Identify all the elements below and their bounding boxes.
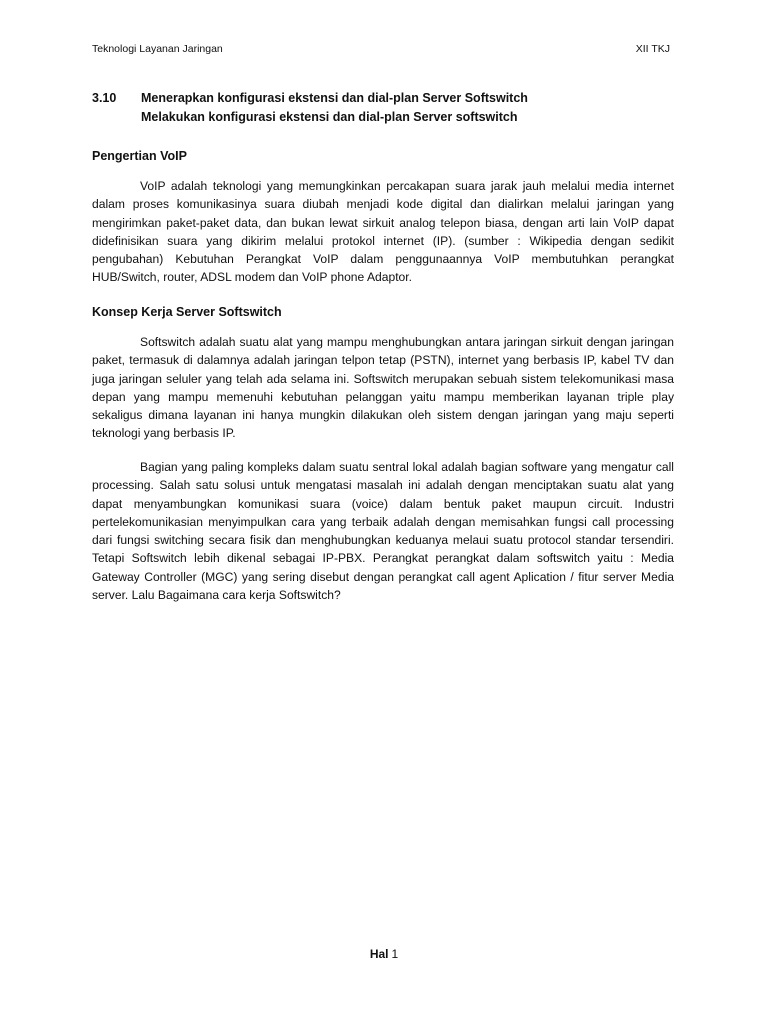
section-title: Menerapkan konfigurasi ekstensi dan dial-plan Server Softswitch [141,91,528,105]
section-heading [92,89,692,127]
page-header [92,43,670,55]
section-number: 3.10 [92,91,117,105]
page-number: 1 [391,947,399,961]
softswitch-heading: Konsep Kerja Server Softswitch [92,305,282,319]
section-subtitle: Melakukan konfigurasi ekstensi dan dial-plan Server softswitch [141,110,518,124]
softswitch-paragraph-1: Softswitch adalah suatu alat yang mampu menghubungkan antara jaringan sirkuit dengan jaringan paket, termasuk di dalamnya adalah jaringan telpon tetap (PSTN), internet yang berbasis IP, kabel TV dan juga jaringan seluler yang telah ada selama ini. Softswitch merupakan sebuah sistem telekomunikasi masa depan yang mampu memenuhi kebutuhan pelanggan yaitu mampu memberikan layanan triple play sekaligus dimana layanan ini hanya mungkin dilakukan oleh sistem dengan jaringan yang maju seperti teknologi yang berbasis IP. [92,335,674,441]
softswitch-paragraph-2: Bagian yang paling kompleks dalam suatu sentral lokal adalah bagian software yang mengatur call processing. Salah satu solusi untuk mengatasi masalah ini adalah dengan menciptakan suatu alat yang dapat menyambungkan komunikasi suara (voice) dalam bentuk paket maupun circuit. Industri pertelekomunikasian menyimpulkan cara yang terbaik adalah dengan memisahkan fungsi call processing dari fungsi switching secara fisik dan menghubungkan keduanya melaui suatu protocol standar tersendiri. Tetapi Softswitch lebih dikenal sebagai IP-PBX. Perangkat perangkat dalam softswitch yaitu : Media Gateway Controller (MGC) yang sering disebut dengan perangkat call agent Aplication / fitur server Media server. Lalu Bagaimana cara kerja Softswitch? [92,460,674,603]
voip-heading: Pengertian VoIP [92,149,187,163]
page-footer [0,947,768,961]
section-heading-line1 [92,89,692,108]
header-course-title: Teknologi Layanan Jaringan [92,43,223,55]
header-class-label: XII TKJ [635,43,670,55]
footer-label: Hal [369,947,389,961]
voip-paragraph: VoIP adalah teknologi yang memungkinkan percakapan suara jarak jauh melalui media internet dalam proses komunikasinya suara diubah menjadi kode digital dan dialirkan melalui jaringan yang mengirimkan paket-paket data, dan bukan lewat sirkuit analog telepon biasa, dengan arti lain VoIP dapat didefinisikan suara yang dikirim melalui protokol internet (IP). (sumber : Wikipedia dengan sedikit pengubahan) Kebutuhan Perangkat VoIP dalam penggunaannya VoIP membutuhkan perangkat HUB/Switch, router, ADSL modem dan VoIP phone Adaptor. [92,179,674,285]
